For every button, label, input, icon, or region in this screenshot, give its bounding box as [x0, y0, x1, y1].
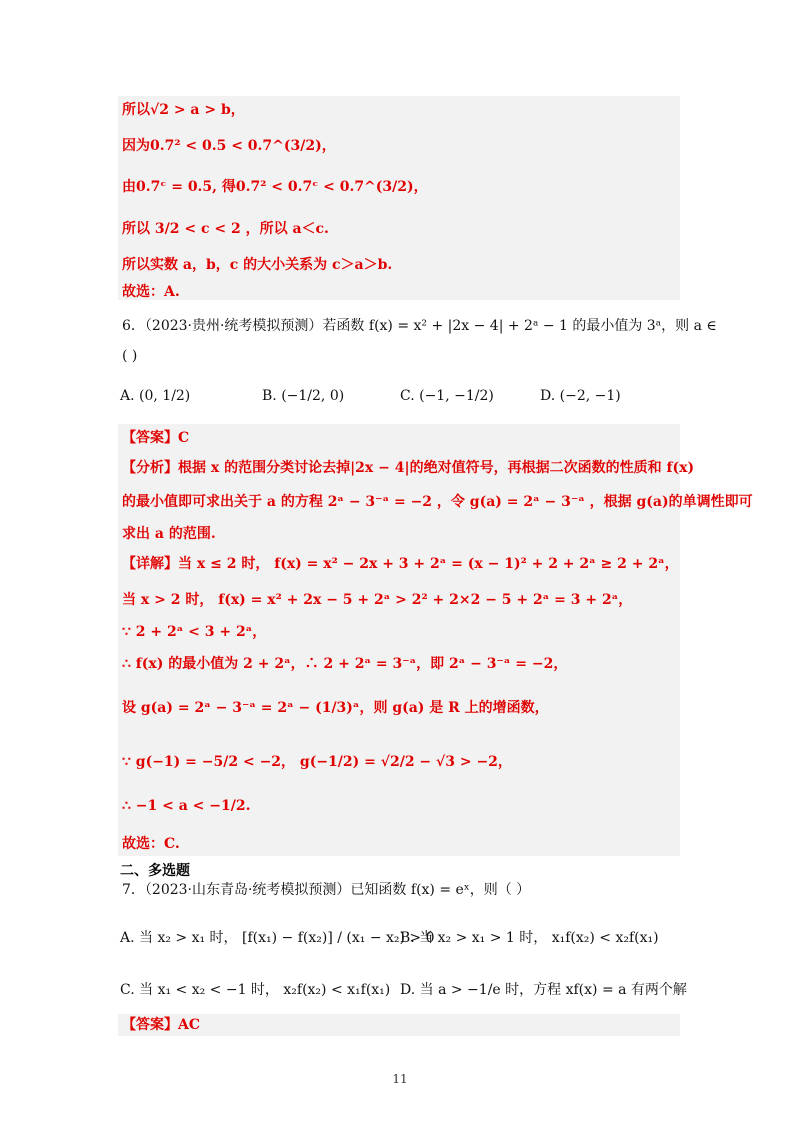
solution-line: 因为0.7² < 0.5 < 0.7^(3/2)， — [122, 138, 336, 154]
final-choice: 故选：C. — [122, 836, 180, 852]
section-heading: 二、多选题 — [120, 863, 190, 879]
answer-label: 【答案】C — [122, 430, 190, 446]
page-number: 11 — [392, 1072, 408, 1086]
question-7-stem: 7．（2023·山东青岛·统考模拟预测）已知函数 f(x) = eˣ，则（ ） — [122, 882, 531, 898]
question-6-stem: 6．（2023·贵州·统考模拟预测）若函数 f(x) = x² + |2x − 4| + 2ᵃ − 1 的最小值为 3ᵃ，则 a ∈ — [122, 318, 717, 334]
solution-line: 所以√2 > a > b， — [122, 102, 245, 118]
analysis-line: 【分析】根据 x 的范围分类讨论去掉|2x − 4|的绝对值符号，再根据二次函数的性质和 f(x) — [122, 460, 695, 476]
q6-option-d: D. (−2, −1) — [540, 388, 621, 404]
question-6-paren: ( ) — [122, 348, 138, 364]
detail-line: ∵ g(−1) = −5/2 < −2， g(−1/2) = √2/2 − √3 > −2， — [122, 754, 512, 770]
solution-line: 所以 3/2 < c < 2 ，所以 a＜c. — [122, 221, 329, 237]
answer-label: 【答案】AC — [122, 1017, 201, 1033]
detail-line: 当 x > 2 时， f(x) = x² + 2x − 5 + 2ᵃ > 2² + 2×2 − 5 + 2ᵃ = 3 + 2ᵃ， — [122, 592, 633, 608]
q7-option-b: B. 当 x₂ > x₁ > 1 时， x₁f(x₂) < x₂f(x₁) — [400, 930, 659, 946]
detail-line: 设 g(a) = 2ᵃ − 3⁻ᵃ = 2ᵃ − (1/3)ᵃ，则 g(a) 是 R 上的增函数， — [122, 700, 549, 716]
detail-line: ∴ f(x) 的最小值为 2 + 2ᵃ，∴ 2 + 2ᵃ = 3⁻ᵃ，即 2ᵃ − 3⁻ᵃ = −2， — [122, 656, 568, 672]
analysis-line: 的最小值即可求出关于 a 的方程 2ᵃ − 3⁻ᵃ = −2 ，令 g(a) = 2ᵃ − 3⁻ᵃ ，根据 g(a)的单调性即可 — [122, 494, 753, 510]
detail-line: ∵ 2 + 2ᵃ < 3 + 2ᵃ， — [122, 624, 267, 640]
q6-option-b: B. (−1/2, 0) — [262, 388, 345, 404]
q6-option-a: A. (0, 1/2) — [120, 388, 191, 404]
detail-line: ∴ −1 < a < −1/2. — [122, 798, 251, 814]
solution-line: 所以实数 a，b，c 的大小关系为 c＞a＞b. — [122, 257, 393, 273]
q7-option-c: C. 当 x₁ < x₂ < −1 时， x₂f(x₂) < x₁f(x₁) — [120, 982, 391, 998]
q7-option-a: A. 当 x₂ > x₁ 时， [f(x₁) − f(x₂)] / (x₁ − x₂) > 0 — [120, 930, 435, 946]
detail-line: 【详解】当 x ≤ 2 时， f(x) = x² − 2x + 3 + 2ᵃ = (x − 1)² + 2 + 2ᵃ ≥ 2 + 2ᵃ， — [122, 556, 679, 572]
final-choice: 故选：A. — [122, 284, 180, 300]
solution-line: 由0.7ᶜ = 0.5, 得0.7² < 0.7ᶜ < 0.7^(3/2)， — [122, 179, 428, 195]
answer-band-q7 — [118, 1014, 680, 1036]
q6-option-c: C. (−1, −1/2) — [400, 388, 494, 404]
q7-option-d: D. 当 a > −1/e 时，方程 xf(x) = a 有两个解 — [400, 982, 687, 998]
analysis-line: 求出 a 的范围. — [122, 526, 216, 542]
